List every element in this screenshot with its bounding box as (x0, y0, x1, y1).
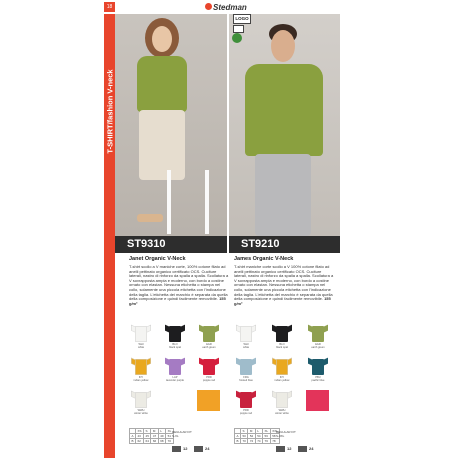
photo-james-model (229, 14, 340, 236)
fabric-weight: 155 g/m² (129, 296, 226, 306)
swatch-label (129, 343, 153, 349)
size-cell: 72 (249, 439, 254, 443)
color-swatches-janet (129, 324, 225, 424)
swatch-code: PRD (206, 376, 212, 379)
product-name-janet: Janet Organic V-Neck (129, 256, 186, 262)
size-table-james (234, 428, 280, 444)
swatch-name: pacific blue (311, 379, 325, 382)
carton-box-icon (298, 446, 307, 452)
pack-qty-b: 24 (205, 446, 210, 451)
size-cell: XXL (272, 429, 278, 433)
size-cell: XL (167, 429, 172, 433)
swatch-code: WWH (137, 409, 145, 412)
tshirt-icon (236, 390, 256, 408)
size-cell: A (131, 434, 134, 438)
size-cell: XS (137, 429, 142, 433)
size-row (235, 439, 280, 444)
size-cell: 52 (249, 434, 254, 438)
product-description-janet (129, 265, 229, 306)
swatch-name: earth green (202, 346, 216, 349)
category-label: T-SHIRT/fashion V-neck (105, 69, 115, 154)
tshirt-part (276, 359, 288, 375)
size-cell: 43 (136, 434, 144, 439)
tshirt-part (312, 326, 324, 342)
fit-label-janet (172, 430, 192, 438)
size-cell: M (248, 429, 255, 434)
swatch-code: WHI (243, 343, 249, 346)
swatch-label (306, 343, 330, 349)
color-swatch[interactable] (270, 357, 294, 383)
size-table-janet (129, 428, 174, 444)
size-cell: 78 (270, 439, 280, 444)
color-swatch[interactable] (234, 390, 258, 416)
color-swatch[interactable] (306, 324, 330, 350)
size-row (130, 439, 174, 444)
swatch-code: PRD (243, 409, 249, 412)
swatch-name: earth green (311, 346, 325, 349)
size-cell: 45 (145, 434, 149, 438)
tshirt-part (276, 326, 288, 342)
color-sample-square (306, 390, 329, 411)
color-swatch[interactable] (234, 357, 258, 383)
size-cell: XL (264, 429, 269, 433)
swatch-code: LAP (172, 376, 178, 379)
product-code-janet: ST9310 (115, 236, 227, 253)
tshirt-part (240, 392, 252, 408)
swatch-label (306, 376, 330, 382)
size-cell: S (144, 429, 151, 434)
model-face (152, 26, 172, 52)
fit-label-james (276, 430, 296, 438)
tshirt-part (203, 326, 215, 342)
size-cell: 58 (270, 434, 280, 439)
tshirt-icon (272, 390, 292, 408)
swatch-code: WWH (278, 409, 286, 412)
tshirt-part (169, 326, 181, 342)
fabric-weight: 155 g/m² (234, 296, 331, 306)
swatch-label (234, 376, 258, 382)
size-cell: 49 (160, 434, 164, 438)
size-cell: 66 (152, 439, 157, 443)
size-cell: B (236, 439, 239, 443)
swatch-name: white (137, 346, 145, 349)
swatch-label (163, 376, 187, 382)
pack-qty-b: 24 (309, 446, 314, 451)
size-cell: M (151, 429, 158, 434)
swatch-label (270, 376, 294, 382)
description-text: T-shirt maniche corte scollo a V 100% cotone filato ad anelli pettinato organico certificato OCS. Cuciture laterali, nastro di rinforzo da spalla a spalla. Scollatura a V sovrapposta ampia e moderno, con bordo a costine ornato con elastan. Nessuna etichetta o stampa nel collo, solamente una piccola etichetta con l'indicazione della taglia. L'etichetta del marchio è separata da quella della composizione e quindi facilmente removibile. (234, 264, 334, 302)
size-cell: 56 (263, 434, 271, 439)
swatch-name: indian yellow (133, 379, 149, 382)
size-cell: 74 (257, 439, 261, 443)
color-swatch[interactable] (234, 324, 258, 350)
model-face (271, 30, 295, 62)
swatch-label (197, 376, 221, 382)
product-description-james (234, 265, 334, 306)
swatch-name: poppie red (202, 379, 216, 382)
pack-box-icon (172, 446, 181, 452)
swatch-name: winter white (134, 412, 148, 415)
size-cell: 54 (257, 434, 261, 438)
color-swatch[interactable] (197, 357, 221, 383)
swatch-name: black opal (169, 346, 181, 349)
brand-name: Stedman (213, 3, 247, 12)
tshirt-icon (308, 357, 328, 375)
tshirt-part (312, 359, 324, 375)
size-cell: L (255, 429, 262, 434)
tshirt-part (240, 359, 252, 375)
tshirt-icon (308, 324, 328, 342)
size-cell: 70 (242, 439, 246, 443)
swatch-code: BLO (279, 343, 285, 346)
swatch-label (197, 343, 221, 349)
size-cell: B (131, 439, 134, 443)
swatch-code: INY (138, 376, 144, 379)
title-divider (227, 236, 229, 253)
size-cell: 68 (160, 439, 164, 443)
swatch-code: BLO (172, 343, 178, 346)
color-swatch[interactable] (163, 324, 187, 350)
product-code-james: ST9210 (229, 236, 340, 253)
tshirt-part (240, 326, 252, 342)
regular-fit: REGULAR FIT (172, 430, 192, 434)
logo-print-badge: LOGO (233, 14, 251, 24)
size-cell: S (241, 429, 248, 434)
swatch-label (234, 409, 258, 415)
size-cell: A (236, 434, 239, 438)
model-pants (255, 154, 311, 236)
model-tshirt (245, 64, 323, 156)
tshirt-icon (131, 357, 151, 375)
tshirt-icon (272, 324, 292, 342)
size-cell: 76 (263, 439, 271, 444)
tshirt-icon (272, 357, 292, 375)
tshirt-part (169, 359, 181, 375)
tshirt-icon (165, 324, 185, 342)
size-cell: 47 (152, 434, 157, 438)
size-range: S-3XL (276, 434, 285, 438)
description-text: T-shirt scollo a V maniche corte, 100% cotone filato ad anelli pettinato organico certificato OCS. Cuciture laterali, nastro di rinforzo da spalla a spalla. Scollatura a V sovrapposta ampia e moderno, con bordo a costine ornato con elastan. Nessuna etichetta o stampa nel collo, solamente una piccola etichetta con l'indicazione della taglia. L'etichetta dei marchio è separata da quella della composizione e quindi facilmente removibile. (129, 264, 229, 302)
size-cell: 51 (166, 434, 174, 439)
swatch-name: black opal (276, 346, 288, 349)
stedman-logo-icon (205, 3, 212, 10)
tshirt-icon (131, 324, 151, 342)
swatch-name: white (242, 346, 250, 349)
product-name-james: James Organic V-Neck (234, 256, 294, 262)
category-side-bar (104, 14, 115, 458)
swatch-code: WHI (138, 343, 144, 346)
size-cell: 62 (136, 439, 144, 444)
photo-janet-model (115, 14, 227, 236)
pack-qty-a: 12 (183, 446, 188, 451)
color-swatches-james (234, 324, 338, 424)
tshirt-icon (199, 324, 219, 342)
print-position-icon (233, 25, 244, 33)
color-swatch[interactable] (129, 324, 153, 350)
color-swatch[interactable] (270, 390, 294, 416)
tshirt-part (135, 326, 147, 342)
model-tshirt (137, 56, 187, 112)
tshirt-icon (236, 324, 256, 342)
size-range: S-XL (172, 434, 179, 438)
color-swatch[interactable] (163, 357, 187, 383)
page-number: 18 (104, 2, 115, 12)
swatch-label (163, 343, 187, 349)
swatch-label (234, 343, 258, 349)
color-swatch[interactable] (129, 357, 153, 383)
tshirt-icon (165, 357, 185, 375)
size-cell: L (158, 429, 165, 434)
swatch-code: PBU (315, 376, 321, 379)
size-cell: 50 (242, 434, 246, 438)
swatch-code: EGR (315, 343, 321, 346)
color-swatch[interactable] (129, 390, 153, 416)
regular-fit: REGULAR FIT (276, 430, 296, 434)
size-cell: 70 (166, 439, 174, 444)
tshirt-icon (236, 357, 256, 375)
stool (167, 170, 209, 234)
swatch-name: indian yellow (274, 379, 290, 382)
pack-box-icon (276, 446, 285, 452)
swatch-code: FRG (243, 376, 249, 379)
tshirt-part (135, 359, 147, 375)
color-sample-square (197, 390, 220, 411)
color-swatch[interactable] (306, 357, 330, 383)
tshirt-icon (199, 357, 219, 375)
size-cell: 64 (145, 439, 149, 443)
swatch-name: lavender purple (166, 379, 184, 382)
tshirt-part (135, 392, 147, 408)
carton-box-icon (194, 446, 203, 452)
color-swatch[interactable] (197, 324, 221, 350)
swatch-label (129, 409, 153, 415)
tshirt-part (203, 359, 215, 375)
swatch-name: frosted blue (239, 379, 253, 382)
swatch-label (129, 376, 153, 382)
tshirt-part (276, 392, 288, 408)
swatch-label (270, 409, 294, 415)
model-shoes (137, 214, 163, 222)
organic-eco-icon (232, 33, 242, 43)
swatch-name: poppie red (239, 412, 253, 415)
swatch-label (270, 343, 294, 349)
swatch-code: INY (279, 376, 285, 379)
pack-qty-a: 12 (287, 446, 292, 451)
swatch-code: EGR (206, 343, 212, 346)
swatch-name: winter white (275, 412, 289, 415)
tshirt-icon (131, 390, 151, 408)
color-swatch[interactable] (270, 324, 294, 350)
